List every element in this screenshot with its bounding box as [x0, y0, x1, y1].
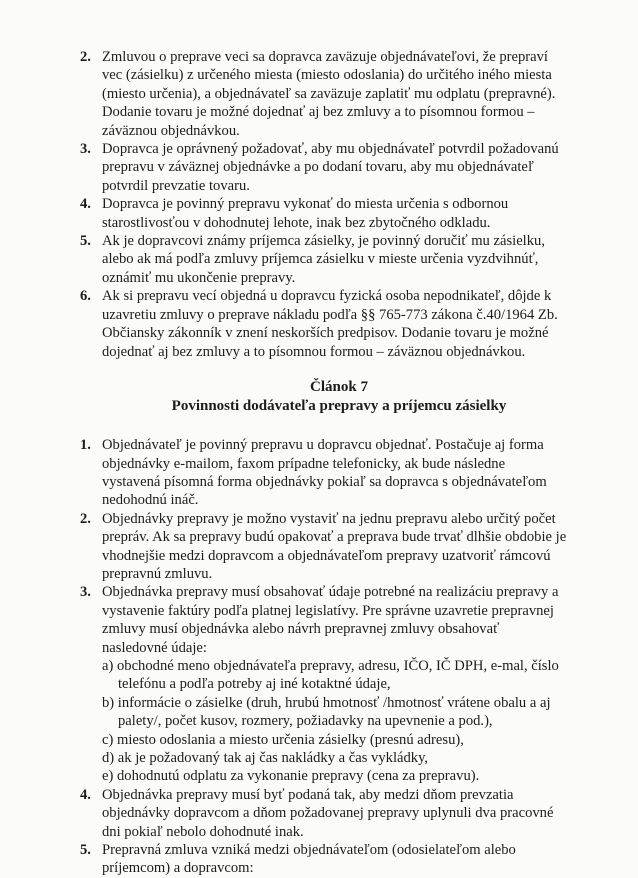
list-item	[80, 583, 598, 785]
article-heading	[80, 378, 598, 415]
text-line: Občiansky zákonník v znení neskorších predpisov. Dodanie tovaru je možné	[102, 325, 549, 342]
text-line: Ak si prepravu vecí objedná u dopravcu fyzická osoba nepodnikateľ, dôjde k	[102, 288, 552, 305]
text-line: potvrdil prevzatie tovaru.	[102, 177, 250, 194]
list-item	[80, 786, 598, 841]
text-line: Objednávka prepravy musí obsahovať údaje potrebné na realizáciu prepravy a	[102, 584, 559, 601]
text-line: uzavretiu zmluvy o preprave nákladu podľa §§ 765-773 zákona č.40/1964 Zb.	[102, 306, 558, 323]
sublist-item-c: c) miesto odoslania a miesto určenia zásielky (presnú adresu),	[102, 731, 464, 748]
sublist-item-b-cont: palety/, počet kusov, rozmery, požiadavky na upevnenie a pod.),	[118, 713, 493, 730]
section2-list	[80, 436, 598, 878]
text-line: vystavená písomná forma objednávky pokiaľ sa dopravca s objednávateľom	[102, 473, 547, 490]
list-item	[80, 195, 598, 232]
item-number: 6.	[80, 288, 91, 305]
item-number: 4.	[80, 196, 91, 213]
sublist	[102, 657, 598, 786]
text-line: alebo ak má podľa zmluvy príjemca zásielku v mieste určenia vyzdvihnúť,	[102, 251, 539, 268]
text-line: dni pokiaľ nebolo dohodnuté inak.	[102, 823, 304, 840]
item-number: 2.	[80, 49, 91, 65]
text-line: Zmluvou o preprave veci sa dopravca zaväzuje objednávateľovi, že prepraví	[102, 49, 548, 65]
text-line: objednávky e-mailom, faxom prípadne telefonicky, ak bude následne	[102, 455, 506, 472]
list-item	[80, 140, 598, 195]
text-line: objednávky dopravcom a dňom požadovanej prepravy uplynuli dva pracovné	[102, 805, 554, 822]
sublist-item-e: e) dohodnutú odplatu za vykonanie prepravy (cena za prepravu).	[102, 768, 480, 785]
text-line: Objednávka prepravy musí byť podaná tak, aby medzi dňom prevzatia	[102, 786, 514, 803]
section1-list	[80, 48, 598, 361]
text-line: starostlivosťou v dohodnutej lehote, inak bez zbytočného odkladu.	[102, 214, 491, 231]
text-line: prepravu v záväznej objednávke a po dodaní tovaru, aby mu objednávateľ	[102, 159, 534, 176]
list-item	[80, 287, 598, 361]
list-item	[80, 436, 598, 510]
item-number: 3.	[80, 141, 91, 158]
item-number: 3.	[80, 584, 91, 601]
text-line: Objednávky prepravy je možno vystaviť na jednu prepravu alebo určitý počet	[102, 510, 556, 527]
text-line: prepráv. Ak sa prepravy budú opakovať a preprava bude trvať dlhšie obdobie je	[102, 529, 567, 546]
list-item	[80, 510, 598, 584]
text-line: nedohodnú ináč.	[102, 492, 199, 509]
text-line: (miesto určenia), a objednávateľ sa zaväzuje zaplatiť mu odplatu (prepravné).	[102, 85, 556, 102]
text-line: vec (zásielku) z určeného miesta (miesto odoslania) do určitého iného miesta	[102, 67, 552, 84]
list-item	[80, 48, 598, 140]
text-line: zmluvy musí objednávka alebo návrh prepravnej zmluvy obsahovať	[102, 621, 500, 638]
text-line: prepravnú zmluvu.	[102, 565, 213, 582]
article-number: Článok 7	[310, 378, 368, 395]
text-line: vhodnejšie medzi dopravcom a objednávateľom prepravy uzatvoriť rámcovú	[102, 547, 551, 564]
item-number: 2.	[80, 510, 91, 527]
item-number: 4.	[80, 786, 91, 803]
item-number: 5.	[80, 842, 91, 859]
text-line: nasledovné údaje:	[102, 639, 207, 656]
item-number: 1.	[80, 437, 91, 454]
text-line: Dodanie tovaru je možné dojednať aj bez zmluvy a to písomnou formou –	[102, 104, 535, 121]
text-line: príjemcom) a dopravcom:	[102, 860, 254, 877]
text-line: Ak je dopravcovi známy príjemca zásielky, je povinný doručiť mu zásielku,	[102, 233, 545, 250]
text-line: oznámiť mu ukončenie prepravy.	[102, 269, 296, 286]
sublist-item-b: b) informácie o zásielke (druh, hrubú hmotnosť /hmotnosť vrátene obalu a aj	[102, 694, 551, 711]
text-line: Objednávateľ je povinný prepravu u dopravcu objednať. Postačuje aj forma	[102, 437, 544, 454]
text-line: dojednať aj bez zmluvy a to písomnou formou – záväznou objednávkou.	[102, 343, 526, 360]
text-line: Prepravná zmluva vzniká medzi objednávateľom (odosielateľom alebo	[102, 842, 516, 859]
sublist-item-a: a) obchodné meno objednávateľa prepravy, adresu, IČO, IČ DPH, e-mal, číslo	[102, 657, 559, 674]
item-number: 5.	[80, 233, 91, 250]
list-item	[80, 232, 598, 287]
article-title: Povinnosti dodávateľa prepravy a príjemcu zásielky	[171, 397, 507, 414]
text-line: Dopravca je oprávnený požadovať, aby mu objednávateľ potvrdil požadovanú	[102, 141, 559, 158]
sublist-item-a-cont: telefónu a podľa potreby aj iné kotaktné údaje,	[118, 676, 391, 693]
list-item	[80, 841, 598, 878]
sublist-item-d: d) ak je požadovaný tak aj čas nakládky a čas vykládky,	[102, 750, 429, 766]
text-line: Dopravca je povinný prepravu vykonať do miesta určenia s odbornou	[102, 196, 509, 213]
text-line: vystavenie faktúry podľa platnej legislatívy. Pre správne uzavretie prepravnej	[102, 602, 554, 619]
text-line: záväznou objednávkou.	[102, 122, 240, 139]
